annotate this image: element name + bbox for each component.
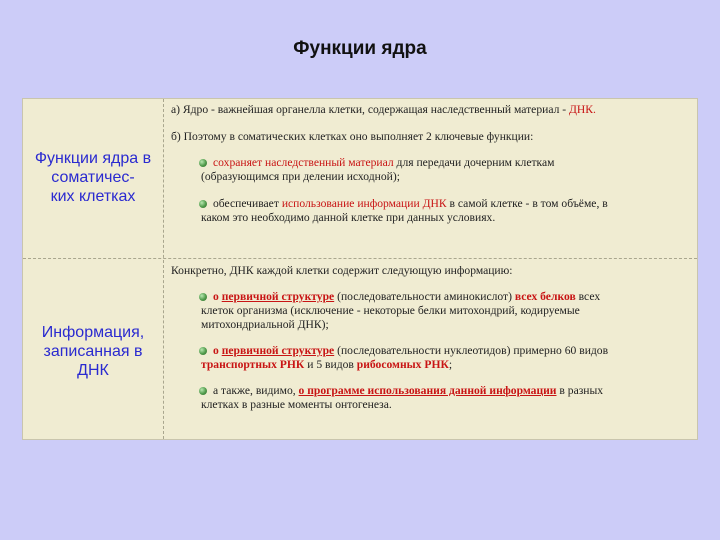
row2-label-line: Информация, xyxy=(41,324,145,341)
info-item-3: а также, видимо, о программе использования данной информации в разных xyxy=(171,384,691,398)
row1-label-line: Функции ядра в xyxy=(34,150,152,167)
row2-content xyxy=(171,264,691,412)
info-item-1-cont: клеток организма (исключение - некоторые белки митохондрий, кодируемые xyxy=(201,304,580,317)
bullet-item-1: сохраняет наследственный материал для передачи дочерним клеткам xyxy=(171,156,691,170)
row1-label-line: соматичес- xyxy=(51,169,135,186)
info-item-3-cont: клетках в разные моменты онтогенеза. xyxy=(201,398,392,411)
info-item-2-cont: транспортных РНК и 5 видов рибосомных РНК; xyxy=(201,358,453,371)
green-bullet-icon xyxy=(199,347,207,355)
bullet-item-2: обеспечивает использование информации ДНК в самой клетке - в том объёме, в xyxy=(171,197,691,211)
slide-title: Функции ядра xyxy=(293,38,427,59)
info-item-2: о первичной структуре (последовательности нуклеотидов) примерно 60 видов xyxy=(171,344,691,358)
row2-label-line: ДНК xyxy=(77,362,109,379)
green-bullet-icon xyxy=(199,200,207,208)
bullet-item-2-cont: каком это необходимо данной клетке при данных условиях. xyxy=(201,211,496,224)
row-divider xyxy=(23,258,697,259)
line-a: а) Ядро - важнейшая органелла клетки, содержащая наследственный материал - ДНК. xyxy=(171,103,596,116)
row2-label xyxy=(25,323,161,380)
info-item-1-cont: митохондриальной ДНК); xyxy=(201,318,329,331)
bullet-item-1-cont: (образующимся при делении исходной); xyxy=(201,170,400,183)
line-b: б) Поэтому в соматических клетках оно выполняет 2 ключевые функции: xyxy=(171,130,534,143)
row1-label-line: ких клетках xyxy=(50,188,136,205)
content-table xyxy=(22,98,698,440)
green-bullet-icon xyxy=(199,387,207,395)
row2-intro: Конкретно, ДНК каждой клетки содержит следующую информацию: xyxy=(171,264,513,277)
green-bullet-icon xyxy=(199,159,207,167)
row2-label-line: записанная в xyxy=(43,343,143,360)
column-divider xyxy=(163,99,164,439)
green-bullet-icon xyxy=(199,293,207,301)
info-item-1: о первичной структуре (последовательности аминокислот) всех белков всех xyxy=(171,290,691,304)
row1-label xyxy=(25,149,161,206)
row1-content xyxy=(171,103,691,225)
